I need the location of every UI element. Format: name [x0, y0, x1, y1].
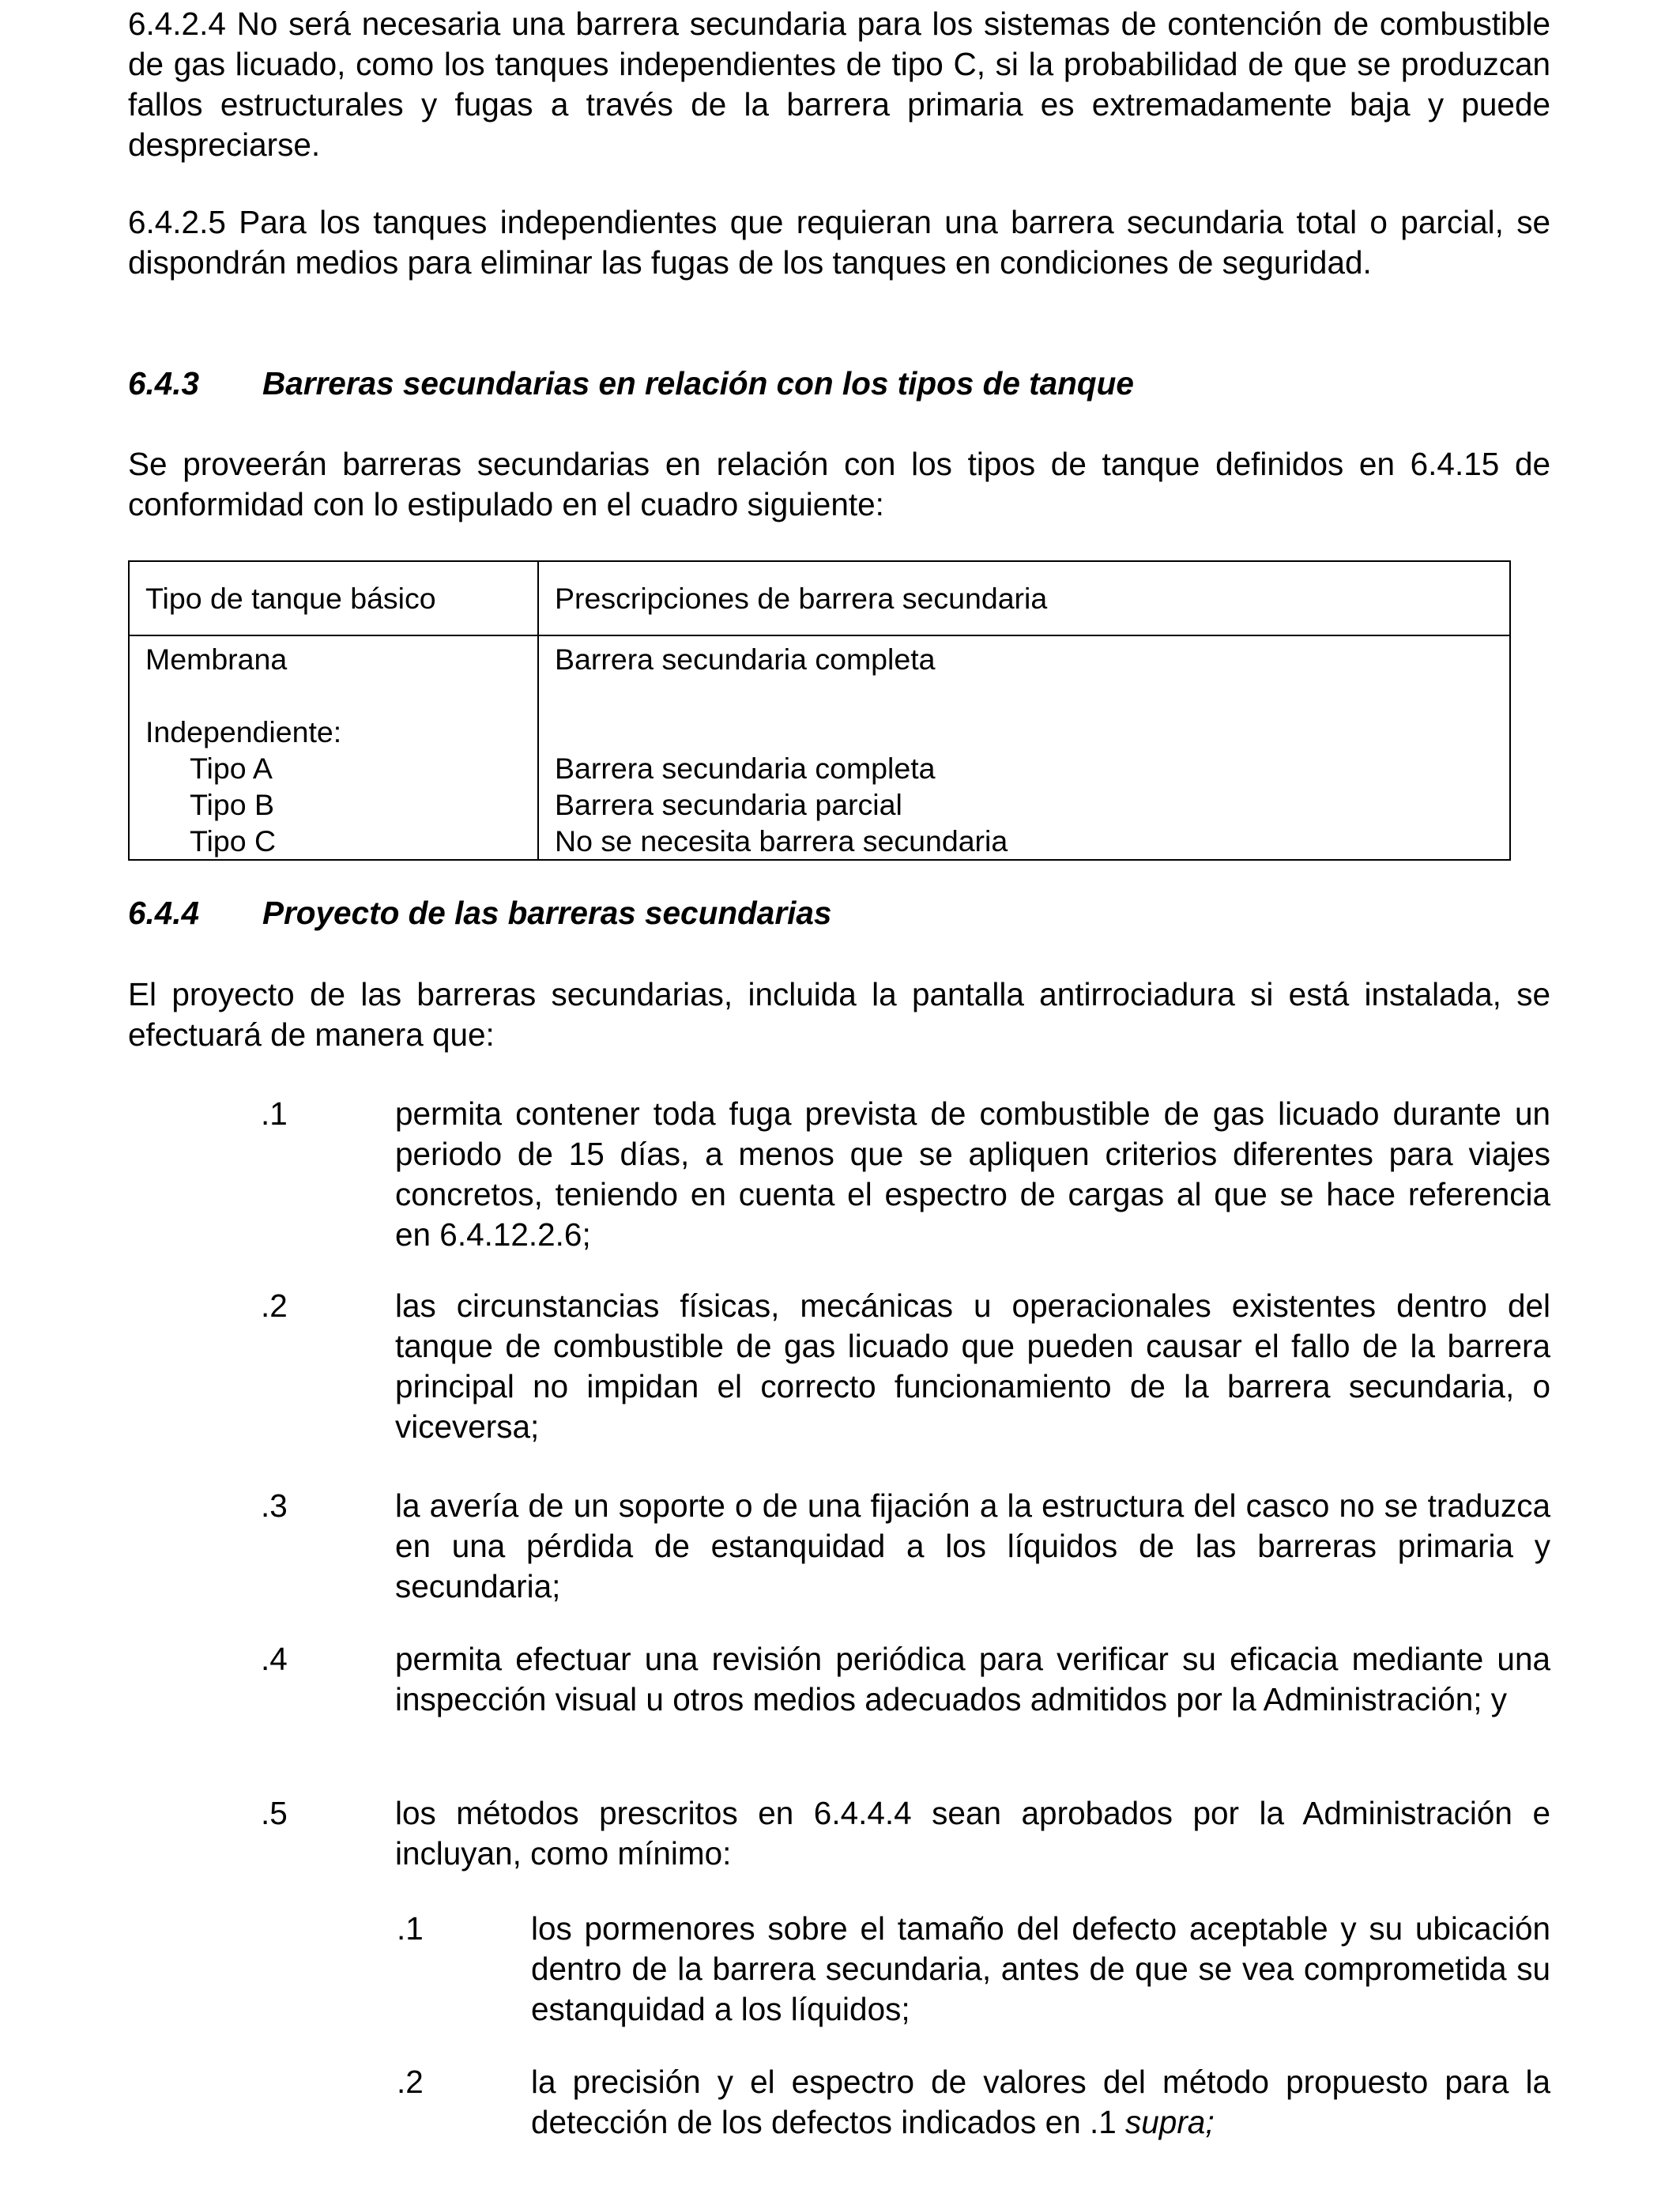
list-marker: .2: [261, 1287, 288, 1324]
table-header-cell: Tipo de tanque básico: [129, 561, 538, 635]
tank-type-independiente: Independiente:: [145, 715, 342, 748]
table-header-cell: Prescripciones de barrera secundaria: [538, 561, 1510, 635]
sub-list-marker: .1: [397, 1910, 424, 1947]
paragraph-6-4-3-intro: Se proveerán barreras secundarias en relación con los tipos de tanque definidos en 6.4.15 de conformidad con lo estipulado en el cuadro siguiente:: [128, 446, 1550, 522]
paragraph-6-4-4-intro: El proyecto de las barreras secundarias, incluida la pantalla antirrociadura si está instalada, se efectuará de manera que:: [128, 976, 1550, 1053]
tank-type-tipo-b: Tipo B: [190, 788, 274, 821]
heading-title: Proyecto de las barreras secundarias: [262, 895, 832, 931]
list-marker: .1: [261, 1095, 288, 1132]
requirement-tipo-a: Barrera secundaria completa: [555, 752, 936, 785]
heading-6-4-3: [128, 364, 1134, 404]
heading-number: 6.4.4: [128, 895, 200, 931]
sub-list-item-text: los pormenores sobre el tamaño del defecto aceptable y su ubicación dentro de la barrera secundaria, antes de que se vea comprometida su estanquidad a los líquidos;: [531, 1910, 1550, 2027]
list-marker: .3: [261, 1487, 288, 1524]
tank-type-tipo-c: Tipo C: [190, 824, 277, 858]
requirement-tipo-b: Barrera secundaria parcial: [555, 788, 902, 821]
heading-6-4-4: [128, 893, 831, 933]
tank-type-membrana: Membrana: [145, 643, 288, 676]
list-item-text: permita efectuar una revisión periódica para verificar su eficacia mediante una inspección visual u otros medios adecuados admitidos por la Administración; y: [395, 1641, 1550, 1717]
list-marker: .5: [261, 1795, 288, 1831]
requirement-tipo-c: No se necesita barrera secundaria: [555, 824, 1008, 858]
list-item-text: los métodos prescritos en 6.4.4.4 sean aprobados por la Administración e incluyan, como mínimo:: [395, 1795, 1550, 1872]
list-item-text: la avería de un soporte o de una fijación a la estructura del casco no se traduzca en una pérdida de estanquidad a los líquidos de las barreras primaria y secundaria;: [395, 1487, 1550, 1604]
paragraph-6-4-2-4: 6.4.2.4 No será necesaria una barrera secundaria para los sistemas de contención de combustible de gas licuado, como los tanques independientes de tipo C, si la probabilidad de que se produzcan fallos estructurales y fugas a través de la barrera primaria es extremadamente baja y puede despreciarse.: [128, 6, 1550, 163]
sub-list-item-text: [531, 2062, 1550, 2143]
table-row: [129, 635, 1510, 860]
list-marker: .4: [261, 1641, 288, 1677]
table-cell-requirements: [538, 635, 1510, 860]
heading-number: 6.4.3: [128, 365, 200, 401]
secondary-barrier-table: [128, 560, 1511, 861]
sub-list-item-text-italic: supra;: [1125, 2104, 1215, 2140]
requirement-membrana: Barrera secundaria completa: [555, 643, 936, 676]
sub-list-marker: .2: [397, 2064, 424, 2100]
heading-title: Barreras secundarias en relación con los tipos de tanque: [262, 365, 1134, 401]
list-item-text: permita contener toda fuga prevista de combustible de gas licuado durante un periodo de 15 días, a menos que se apliquen criterios diferentes para viajes concretos, teniendo en cuenta el espectro de cargas al que se hace referencia en 6.4.12.2.6;: [395, 1095, 1550, 1253]
sub-list-item-text-main: la precisión y el espectro de valores del método propuesto para la detección de los defectos indicados en .1: [531, 2064, 1550, 2140]
list-item-text: las circunstancias físicas, mecánicas u operacionales existentes dentro del tanque de combustible de gas licuado que pueden causar el fallo de la barrera principal no impidan el correcto funcionamiento de la barrera secundaria, o viceversa;: [395, 1287, 1550, 1445]
table-header-row: [129, 561, 1510, 635]
tank-type-tipo-a: Tipo A: [190, 752, 273, 785]
table-cell-tank-types: [129, 635, 538, 860]
paragraph-6-4-2-5: 6.4.2.5 Para los tanques independientes que requieran una barrera secundaria total o parcial, se dispondrán medios para eliminar las fugas de los tanques en condiciones de seguridad.: [128, 204, 1550, 281]
